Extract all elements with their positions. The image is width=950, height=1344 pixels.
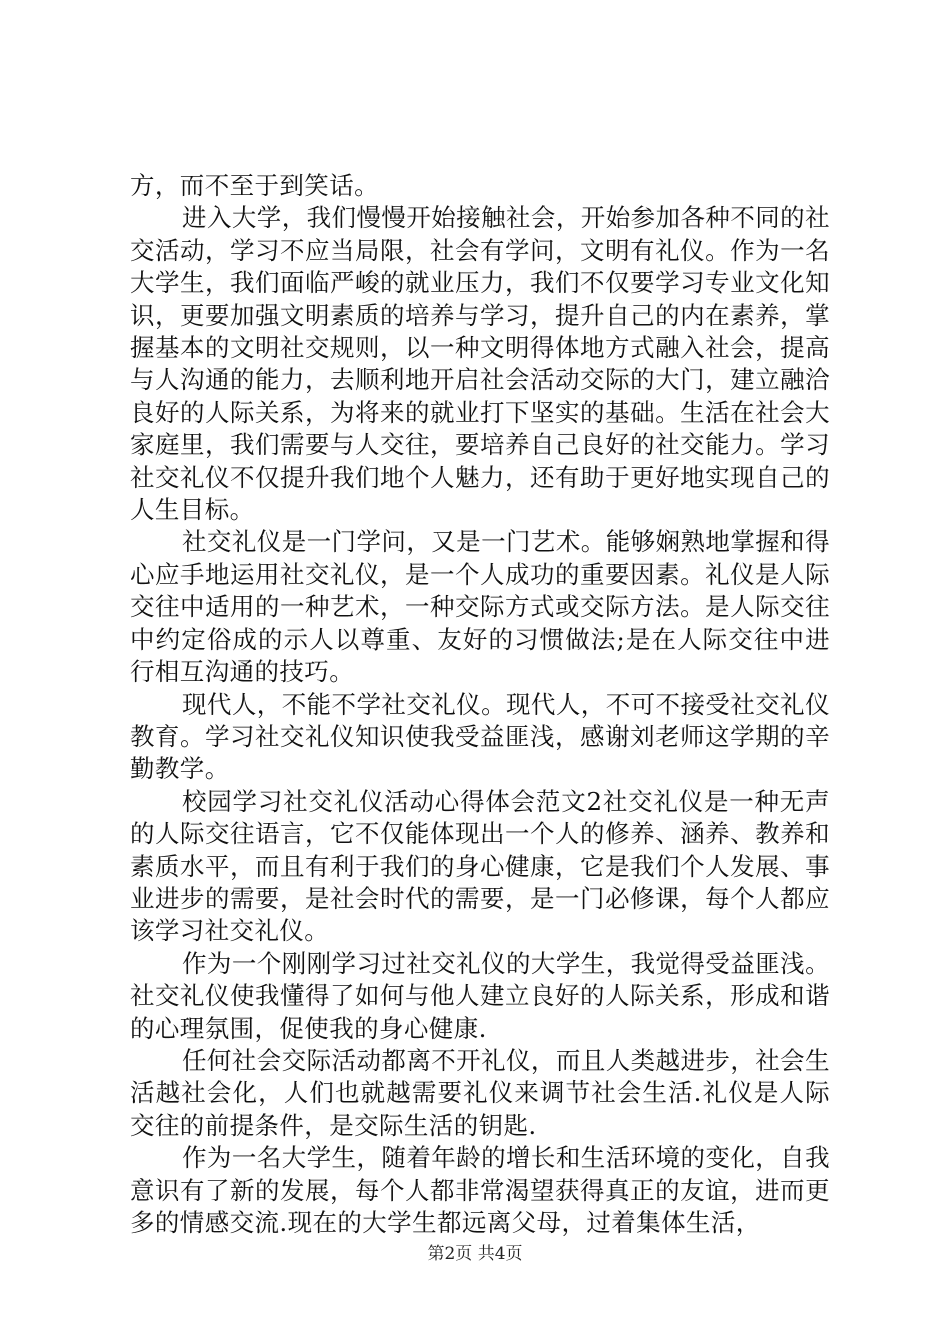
paragraph-2: 进入大学，我们慢慢开始接触社会，开始参加各种不同的社交活动，学习不应当局限，社会有学问，文明有礼仪。作为一名大学生，我们面临严峻的就业压力，我们不仅要学习专业文化知识，更要加强文明素质的培养与学习，提升自己的内在素养，掌握基本的文明社交规则，以一种文明得体地方式融入社会，提高与人沟通的能力，去顺利地开启社会活动交际的大门，建立融洽良好的人际关系，为将来的就业打下坚实的基础。生活在社会大家庭里，我们需要与人交往，要培养自己良好的社交能力。学习社交礼仪不仅提升我们地个人魅力，还有助于更好地实现自己的人生目标。 (130, 203, 830, 525)
paragraph-3: 社交礼仪是一门学问，又是一门艺术。能够娴熟地掌握和得心应手地运用社交礼仪，是一个人成功的重要因素。礼仪是人际交往中适用的一种艺术，一种交际方式或交际方法。是人际交往中约定俗成的示人以尊重、友好的习惯做法;是在人际交往中进行相互沟通的技巧。 (130, 527, 830, 687)
paragraph-5: 校园学习社交礼仪活动心得体会范文2社交礼仪是一种无声的人际交往语言，它不仅能体现出一个人的修养、涵养、教养和素质水平，而且有利于我们的身心健康，它是我们个人发展、事业进步的需要，是社会时代的需要，是一门必修课，每个人都应该学习社交礼仪。 (130, 786, 830, 946)
paragraph-1: 方，而不至于到笑话。 (130, 171, 379, 200)
paragraph-4: 现代人，不能不学社交礼仪。现代人，不可不接受社交礼仪教育。学习社交礼仪知识使我受益匪浅，感谢刘老师这学期的辛勤教学。 (130, 689, 830, 784)
paragraph-8: 作为一名大学生，随着年龄的增长和生活环境的变化，自我意识有了新的发展，每个人都非常渴望获得真正的友谊，进而更多的情感交流.现在的大学生都远离父母，过着集体生活， (130, 1143, 830, 1237)
page-footer: 第2页 共4页 (427, 1244, 523, 1264)
paragraph-7: 任何社会交际活动都离不开礼仪，而且人类越进步，社会生活越社会化，人们也就越需要礼仪来调节社会生活.礼仪是人际交往的前提条件，是交际生活的钥匙. (130, 1045, 830, 1140)
paragraph-6: 作为一个刚刚学习过社交礼仪的大学生，我觉得受益匪浅。社交礼仪使我懂得了如何与他人建立良好的人际关系，形成和谐的心理氛围，促使我的身心健康. (130, 948, 830, 1043)
document-body (130, 170, 830, 1239)
